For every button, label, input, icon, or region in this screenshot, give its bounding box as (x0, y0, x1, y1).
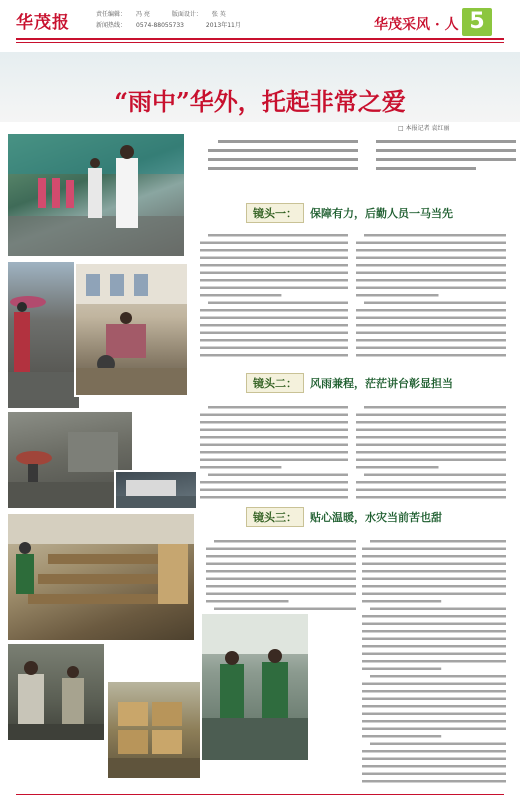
text-line (362, 765, 506, 768)
text-line (362, 645, 506, 648)
text-line (362, 615, 506, 618)
text-line (356, 324, 506, 327)
text-line (206, 593, 356, 596)
photo-7-scene (8, 644, 104, 740)
text-line (356, 332, 506, 335)
editor-label: 责任编辑： (96, 11, 127, 18)
section-1-column-2 (356, 232, 506, 362)
text-line (362, 555, 506, 558)
text-line (208, 474, 348, 477)
text-line (356, 317, 506, 320)
text-line (208, 302, 348, 305)
text-line (362, 683, 506, 686)
text-line (200, 459, 348, 462)
section-2-column-1 (200, 404, 348, 504)
masthead (0, 0, 520, 40)
photo-stacked-boxes (106, 680, 202, 780)
text-line (356, 489, 506, 492)
text-line (356, 264, 506, 267)
section-2-text-lines-b (356, 404, 506, 504)
section-2-title: 风雨兼程，茫茫讲台彰显担当 (310, 377, 453, 390)
text-line (362, 653, 506, 656)
text-line (356, 451, 506, 454)
text-line (356, 354, 506, 357)
headline: “雨中”华外，托起非常之爱 (114, 87, 406, 116)
text-line (200, 429, 348, 432)
text-line (362, 548, 506, 551)
text-line (356, 272, 506, 275)
editor-line (96, 9, 246, 18)
hotline-number: 0574-88055733 (136, 22, 184, 29)
masthead-rule (16, 38, 504, 40)
text-line (370, 540, 506, 543)
section-head-2 (246, 374, 506, 392)
text-line (200, 421, 348, 424)
text-line (200, 257, 348, 260)
section-3-column-1 (206, 538, 356, 614)
section-1-title: 保障有力，后勤人员一马当先 (310, 207, 453, 220)
text-line (362, 750, 506, 753)
text-line (200, 339, 348, 342)
text-line (370, 608, 506, 611)
photo-6-scene (8, 514, 194, 640)
section-name: 华茂采风 · 人 (374, 17, 459, 33)
text-line (362, 600, 441, 603)
text-line (206, 578, 356, 581)
designer-name: 张 英 (211, 11, 226, 18)
text-line (362, 773, 506, 776)
text-line (206, 548, 356, 551)
text-line (356, 249, 506, 252)
text-line (200, 332, 348, 335)
photo-vehicle-in-water (114, 470, 198, 510)
text-line (356, 421, 506, 424)
text-line (356, 466, 439, 469)
text-line (362, 563, 506, 566)
text-line (200, 414, 348, 417)
text-line (200, 324, 348, 327)
photo-2-scene (8, 262, 79, 408)
page-number: 5 (462, 8, 492, 36)
text-line (356, 481, 506, 484)
photo-3-scene (76, 264, 187, 395)
text-line (200, 272, 348, 275)
section-2-tag: 镜头二： (246, 373, 304, 393)
photo-8-scene (202, 614, 308, 760)
photo-5-scene (116, 472, 196, 508)
text-line (206, 600, 289, 603)
byline: □ 本报记者 袁红丽 (398, 125, 450, 132)
section-1-text-lines-b (356, 232, 506, 362)
text-line (364, 474, 506, 477)
text-line (200, 489, 348, 492)
text-line (362, 660, 506, 663)
photo-staff-in-uniform (6, 642, 106, 742)
text-line (200, 279, 348, 282)
photo-guards-wading (200, 612, 310, 762)
text-line (362, 638, 506, 641)
photo-staff-in-flooded-campus (6, 132, 186, 258)
text-line (362, 705, 506, 708)
text-line (362, 720, 506, 723)
text-line (362, 690, 506, 693)
text-line (356, 347, 506, 350)
text-line (206, 563, 356, 566)
text-line (356, 242, 506, 245)
section-3-column-2 (362, 538, 506, 788)
hotline-line (96, 20, 251, 29)
text-line (362, 735, 441, 738)
hotline-label: 新闻热线： (96, 22, 127, 29)
text-line (362, 713, 506, 716)
text-line (200, 317, 348, 320)
section-1-tag: 镜头一： (246, 203, 304, 223)
text-line (364, 406, 506, 409)
text-line (356, 414, 506, 417)
text-line (356, 287, 506, 290)
section-head-3 (246, 508, 506, 526)
text-line (200, 294, 281, 297)
text-line (200, 309, 348, 312)
section-3-tag: 镜头三： (246, 507, 304, 527)
section-head-1 (246, 204, 506, 222)
text-line (206, 585, 356, 588)
text-line (356, 436, 506, 439)
text-line (200, 249, 348, 252)
text-line (362, 570, 506, 573)
text-line (362, 630, 506, 633)
text-line (208, 406, 348, 409)
text-line (362, 578, 506, 581)
text-line (214, 540, 356, 543)
issue-date: 2013年11月 (205, 22, 241, 29)
editor-name: 冯 亮 (136, 11, 150, 18)
text-line (356, 309, 506, 312)
text-line (200, 481, 348, 484)
text-line (200, 287, 348, 290)
photo-pallets-and-boxes (6, 512, 196, 642)
text-line (200, 354, 348, 357)
text-line (200, 444, 348, 447)
text-line (362, 593, 506, 596)
text-line (200, 347, 348, 350)
text-line (356, 279, 506, 282)
text-line (208, 234, 348, 237)
section-1-column-1 (200, 232, 348, 362)
photo-1-scene (8, 134, 184, 256)
text-line (362, 728, 506, 731)
text-line (362, 698, 506, 701)
text-line (200, 451, 348, 454)
text-line (356, 444, 506, 447)
text-line (362, 780, 506, 783)
text-line (200, 436, 348, 439)
text-line (362, 758, 506, 761)
section-2-text-lines-a (200, 404, 348, 504)
text-line (214, 608, 356, 611)
text-line (370, 675, 506, 678)
section-3-text-lines-a (206, 538, 356, 614)
text-line (356, 429, 506, 432)
section-2-column-2 (356, 404, 506, 504)
section-3-text-lines-b (362, 538, 506, 788)
section-3-title: 贴心温暖，水灾当前苦也甜 (310, 511, 442, 524)
lead-text-lines (208, 138, 518, 186)
text-line (362, 585, 506, 588)
designer-label: 版面设计： (171, 11, 202, 18)
text-line (356, 294, 439, 297)
photo-teacher-with-cart (74, 262, 189, 397)
section-1-text-lines-a (200, 232, 348, 362)
text-line (364, 234, 506, 237)
text-line (356, 257, 506, 260)
text-line (200, 466, 281, 469)
text-line (370, 743, 506, 746)
text-line (200, 496, 348, 499)
text-line (362, 668, 441, 671)
text-line (206, 570, 356, 573)
text-line (200, 242, 348, 245)
masthead-rule-thin (16, 42, 504, 43)
newspaper-logo: 华茂报 (16, 13, 70, 33)
lead-paragraph (196, 138, 506, 189)
photo-students-wading (6, 260, 81, 410)
text-line (362, 623, 506, 626)
footer-rule (16, 794, 504, 795)
text-line (364, 302, 506, 305)
text-line (356, 459, 506, 462)
photo-9-scene (108, 682, 200, 778)
text-line (200, 264, 348, 267)
text-line (206, 555, 356, 558)
text-line (356, 496, 506, 499)
text-line (356, 339, 506, 342)
